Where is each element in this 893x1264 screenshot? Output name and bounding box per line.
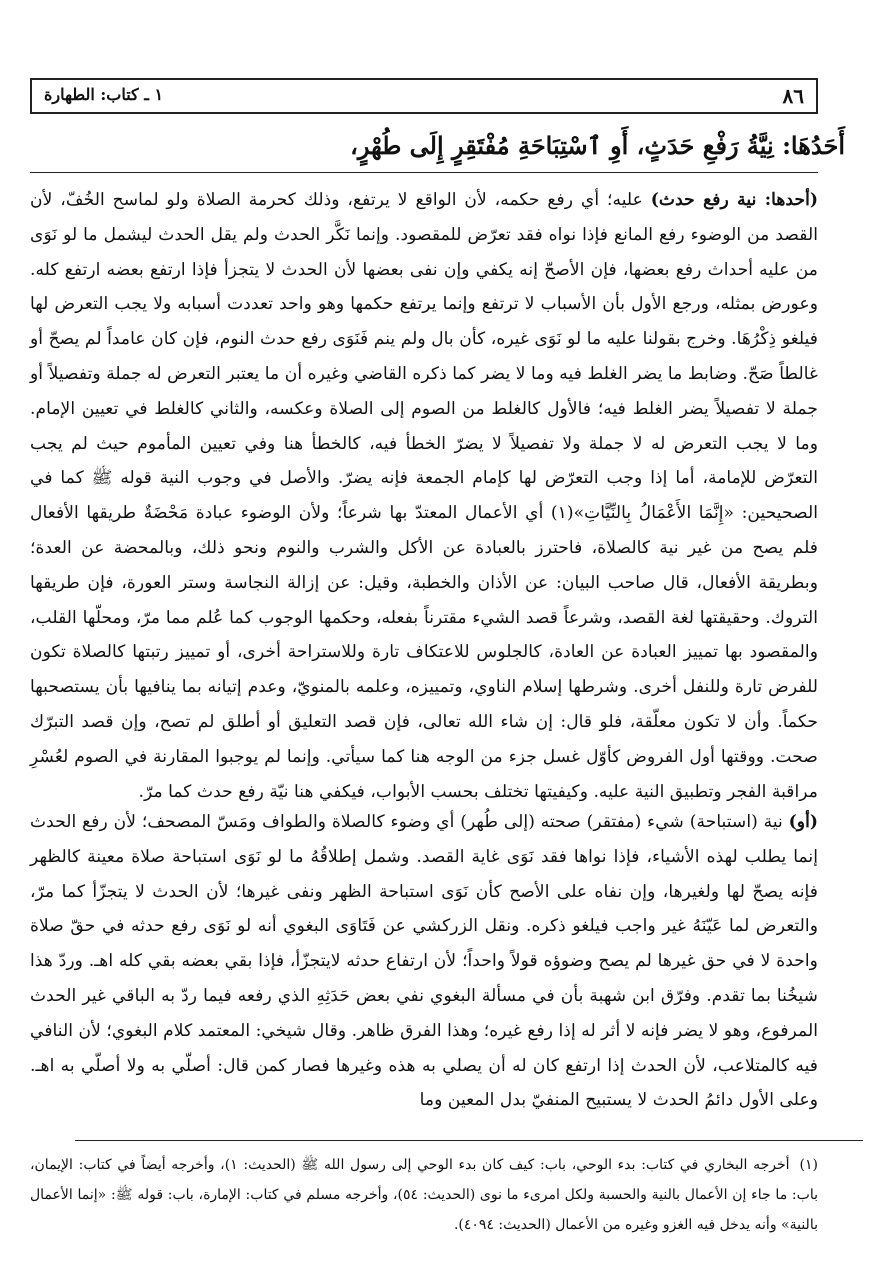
footnote-text: أخرجه البخاري في كتاب: بدء الوحي، باب: كيف كان بدء الوحي إلى رسول الله ﷺ (الحديث: ١)، وأخرجه أيضاً في كتاب: الإيمان، باب: ما جاء إن الأعمال بالنية والحسبة ولكل امرىء ما نوى (الحديث: ٥٤)، وأخرجه مسلم في كتاب: الإمارة، باب: قوله ﷺ: «إنما الأعمال بالنية» وأنه يدخل فيه الغزو وغيره من الأعمال (الحديث: ٤٠٩٤). [30,1157,818,1233]
paragraph-1-text: عليه؛ أي رفع حكمه، لأن الواقع لا يرتفع، وذلك كحرمة الصلاة ولو لماسح الخُفّ، لأن القصد من الوضوء رفع المانع فإذا نواه فقد تعرّض للمقصود. وإنما نَكَّر الحدث ولم يقل الحدث ليشمل ما لو نَوَى من عليه أحداث رفع بعضها، فإن الأصحّ إنه يكفي وإن نفى بعضها لأن الحدث لا يتجزأ فإذا ارتفع بعضه ارتفع كله. وعورض بمثله، ورجع الأول بأن الأسباب لا ترتفع وإنما يرتفع حكمها وهو واحد تعددت أسبابه ولا يجب التعرض لها فيلغو ذِكْرُهَا. وخرج بقولنا عليه ما لو نَوَى غيره، كأن بال ولم ينم فَنَوَى رفع حدث النوم، فإن كان عامداً لم يصحّ أو غالطاً صَحّ. وضابط ما يضر الغلط فيه وما لا يضر كما ذكره القاضي وغيره أن ما يعتبر التعرض له جملة وتفصيلاً أو جملة لا تفصيلاً يضر الغلط فيه؛ فالأول كالغلط من الصوم إلى الصلاة وعكسه، والثاني كالغلط في تعيين الإمام. وما لا يجب التعرض له لا جملة ولا تفصيلاً لا يضرّ الخطأ فيه، كالخطأ هنا وفي تعيين المأموم حيث لم يجب التعرّض للإمامة، أما إذا وجب التعرّض لها كإمام الجمعة فإنه يضرّ. والأصل في وجوب النية قوله ﷺ كما في الصحيحين: «إِنَّمَا الأَعْمَالُ بِالنِّيَّاتِ»(١) أي الأعمال المعتدّ بها شرعاً؛ ولأن الوضوء عبادة مَحْضَةٌ طريقها الأفعال فلم يصح من غير نية كالصلاة، فاحترز بالعبادة عن الأكل والشرب والنوم ونحو ذلك، وبالمحضة عن العدة؛ وبطريقة الأفعال، قال صاحب البيان: عن الأذان والخطبة، وقيل: عن إزالة النجاسة وستر العورة، فإن طريقها التروك. وحقيقتها لغة القصد، وشرعاً قصد الشيء مقترناً بفعله، وحكمها الوجوب كما عُلم مما مرّ، ومحلّها القلب، والمقصود بها تمييز العبادة عن العادة، كالجلوس للاعتكاف تارة وللاستراحة أخرى، أو تمييز رتبتها كالصلاة تكون للفرض تارة وللنفل أخرى. وشرطها إسلام الناوي، وتمييزه، وعلمه بالمنويّ، وعدم إتيانه بما ينافيها بأن يستصحبها حكماً. وأن لا تكون معلّقة، فلو قال: إن شاء الله تعالى، فإن قصد التعليق أو أطلق لم تصح، وإن قصد التبرّك صحت. ووقتها أول الفروض كأوّل غسل جزء من الوجه هنا كما سيأتي. وإنما لم يوجبوا المقارنة في الصوم لعُسْرِ مراقبة الفجر وتطبيق النية عليه. وكيفيتها تختلف بحسب الأبواب، فيكفي هنا نيّة رفع حدث كما مرّ. [30,190,818,802]
matn-text: أَحَدُهَا: نِيَّةُ رَفْعِ حَدَثٍ، أَوِ ٱسْتِبَاحَةِ مُفْتَقِرٍ إِلَى طُهْرٍ، [350,131,845,160]
page-number: ٨٦ [782,84,804,108]
matn-divider [30,172,818,173]
chapter-title: ١ ـ كتاب: الطهارة [44,85,164,104]
commentary-paragraph-1 [30,183,818,802]
paragraph-2-lead: (أو) [788,812,818,832]
footnotes [30,1150,818,1240]
paragraph-2-text: نية (استباحة) شيء (مفتقر) صحته (إلى طُهر) أي وضوء كالصلاة والطواف ومَسّ المصحف؛ لأن رفع الحدث إنما يطلب لهذه الأشياء، فإذا نواها فقد نَوَى غاية القصد. وشمل إطلاقُهُ ما لو نَوَى استباحة صلاة معينة كالظهر فإنه يصحّ لها ولغيرها، وإن نفاه على الأصح كأن نَوَى استباحة الظهر ونفى غيرها؛ لأن الحدث لا يتجزّأ كما مرّ، والتعرض لما عَيّنَهُ غير واجب فيلغو ذكره. ونقل الزركشي عن فَتَاوَى البغوي أنه لو نَوَى رفع حدثه في حقّ صلاة واحدة لا في حق غيرها لم يصح وضوؤه قولاً واحداً؛ لأن ارتفاع حدثه لايتجزّأ، فإذا بقي بعضه بقي كله اهـ. وردّ هذا شيخُنا بما تقدم. وفرّق ابن شهبة بأن في مسألة البغوي نفي بعض حَدَثِهِ الذي رفعه فيما ردّ به الباقي غير الحدث المرفوع، وهو لا يضر فإنه لا أثر له إذا رفع غيره؛ وهذا الفرق ظاهر. وقال شيخي: المعتمد كلام البغوي؛ لأن النافي فيه كالمتلاعب، لأن الحدث إذا ارتفع كان له أن يصلي به هذه وغيرها فصار كمن قال: أصلّي به ولا أصلّي به اهـ. وعلى الأول دائمُ الحدث لا يستبيح المنفيّ بدل المعين وما [30,812,818,1111]
footnote-divider [75,1140,863,1141]
commentary-paragraph-2 [30,805,818,1135]
footnote-item [30,1150,818,1240]
page-header [30,78,818,114]
paragraph-1-lead: (أحدها: نية رفع حدث) [650,190,818,210]
footnote-number: (١) [799,1157,818,1173]
